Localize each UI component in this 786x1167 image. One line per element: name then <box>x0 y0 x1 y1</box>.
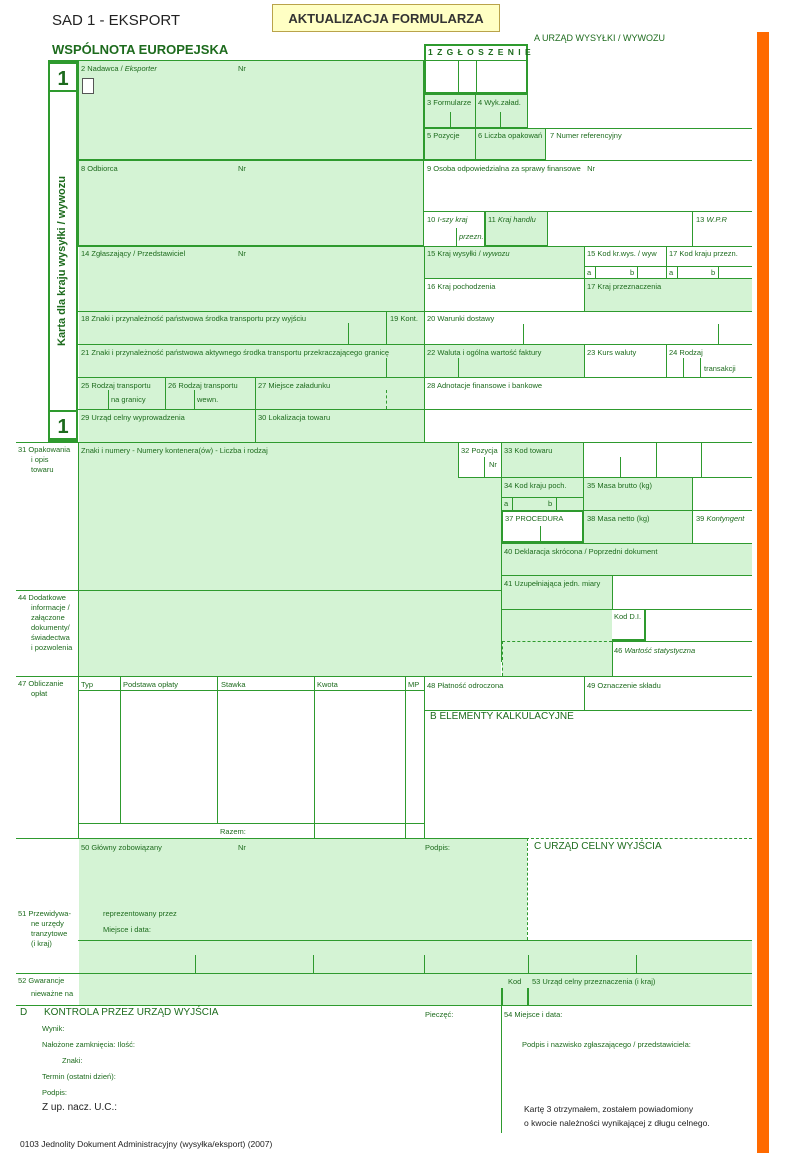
zup-label: Z up. nacz. U.C.: <box>42 1102 118 1113</box>
vertical-copy-label: Karta dla kraju wysyłki / wywozu <box>56 176 68 346</box>
field-34-b: b <box>548 499 553 508</box>
col-podstawa: Podstawa opłaty <box>123 680 179 689</box>
field-50-label: 50 Główny zobowiązany <box>81 843 162 852</box>
field-6-label: 6 Liczba opakowań <box>478 131 543 140</box>
section-c-title: C URZĄD CELNY WYJŚCIA <box>534 841 662 852</box>
field-50-repr: reprezentowany przez <box>103 909 177 918</box>
field-50-podpis: Podpis: <box>425 843 451 852</box>
field-52-label: 52 Gwarancje <box>18 976 65 985</box>
copy-number-box: 1 <box>48 62 78 92</box>
field-25-sub: na granicy <box>111 395 146 404</box>
col-kwota: Kwota <box>317 680 338 689</box>
field-18-label: 18 Znaki i przynależność państwowa środka transportu przy wyjściu <box>81 314 307 323</box>
kod-label: Kod <box>508 977 522 986</box>
field-24-sub: transakcji <box>704 364 736 373</box>
field-16-label: 16 Kraj pochodzenia <box>427 282 496 291</box>
copy-number-box-bottom: 1 <box>48 410 78 440</box>
field-20-label: 20 Warunki dostawy <box>427 314 495 323</box>
field-17a-label: 17 Kod kraju przezn. <box>669 249 738 258</box>
field-28-label: 28 Adnotacje finansowe i bankowe <box>427 381 543 390</box>
section-b-title: B ELEMENTY KALKULACYJNE <box>430 711 574 722</box>
field-19-label: 19 Kont. <box>390 314 418 323</box>
field-31-sub1: i opis <box>31 455 49 464</box>
field-38-label: 38 Masa netto (kg) <box>587 514 650 523</box>
field-44-sub3: dokumenty/ <box>31 623 70 632</box>
field-52-sub: nieważne na <box>31 989 74 998</box>
razem-label: Razem: <box>220 827 246 836</box>
field-50-nr: Nr <box>238 843 246 852</box>
field-2-nr: Nr <box>238 64 246 73</box>
section-d-letter: D <box>20 1007 28 1018</box>
field-9-label: 9 Osoba odpowiedzialna za sprawy finansowe Nr <box>427 164 596 173</box>
field-17a-b: b <box>711 268 716 277</box>
footer-text: 0103 Jednolity Dokument Administracyjny (wysyłka/eksport) (2007) <box>20 1139 273 1149</box>
field-15a-label: 15 Kod kr.wys. / wyw <box>587 249 657 258</box>
field-34-a: a <box>504 499 509 508</box>
wynik-label: Wynik: <box>42 1024 65 1033</box>
kod-box[interactable] <box>501 988 529 1006</box>
field-44-sub1: informacje / <box>31 603 70 612</box>
field-44-info-b[interactable] <box>502 609 612 676</box>
termin-label: Termin (ostatni dzień): <box>42 1072 116 1081</box>
field-51-sub2: tranzytowe <box>31 929 68 938</box>
field-8-consignee[interactable] <box>78 160 424 246</box>
field-5-label: 5 Pozycje <box>427 131 460 140</box>
field-2-sender[interactable] <box>78 60 424 160</box>
field-22-label: 22 Waluta i ogólna wartość faktury <box>427 348 542 357</box>
field-51-sub3: (i kraj) <box>31 939 52 948</box>
field-26-label: 26 Rodzaj transportu <box>168 381 238 390</box>
field-51-sub1: ne urzędy <box>31 919 64 928</box>
field-7-label: 7 Numer referencyjny <box>550 131 622 140</box>
field-17-label: 17 Kraj przeznaczenia <box>587 282 662 291</box>
kod-di-label: Kod D.I. <box>614 612 642 621</box>
field-14-nr: Nr <box>238 249 246 258</box>
field-10-label: 10 I-szy kraj <box>427 215 468 224</box>
field-1-label: 1 Z G Ł O S Z E N I E <box>428 47 532 57</box>
field-17a-a: a <box>669 268 674 277</box>
field-8-nr: Nr <box>238 164 246 173</box>
form-title: SAD 1 - EKSPORT <box>52 12 181 29</box>
field-44-label: 44 Dodatkowe <box>18 593 66 602</box>
field-39-label: 39 Kontyngent <box>696 514 745 523</box>
field-29-label: 29 Urząd celny wyprowadzenia <box>81 413 185 422</box>
field-50-miejsce: Miejsce i data: <box>103 925 151 934</box>
field-13-label: 13 W.P.R <box>696 215 727 224</box>
orange-side-bar <box>757 32 769 1153</box>
field-8-label: 8 Odbiorca <box>81 164 118 173</box>
field-54-label: 54 Miejsce i data: <box>504 1010 563 1019</box>
col-typ: Typ <box>81 680 94 689</box>
field-44-sub2: załączone <box>31 613 65 622</box>
field-14-label: 14 Zgłaszający / Przedstawiciel <box>81 249 186 258</box>
section-a-title: A URZĄD WYSYŁKI / WYWOZU <box>534 33 666 43</box>
podpis-label: Podpis: <box>42 1088 68 1097</box>
field-49-label: 49 Oznaczenie składu <box>587 681 661 690</box>
field-35-label: 35 Masa brutto (kg) <box>587 481 653 490</box>
field-4-label: 4 Wyk.załad. <box>478 98 521 107</box>
section-d-title: KONTROLA PRZEZ URZĄD WYJŚCIA <box>44 1007 219 1018</box>
field-10-sub: przezn. <box>459 232 484 241</box>
field-41-label: 41 Uzupełniająca jedn. miary <box>504 579 601 588</box>
field-53-label: 53 Urząd celny przeznaczenia (i kraj) <box>532 977 656 986</box>
update-form-button[interactable]: AKTUALIZACJA FORMULARZA <box>272 4 500 32</box>
field-31-sub2: towaru <box>31 465 54 474</box>
field-31-goods[interactable] <box>79 443 458 590</box>
field-44-sub4: świadectwa <box>31 633 70 642</box>
field-21-label: 21 Znaki i przynależność państwowa aktywnego środka transportu przekraczającego granicę <box>81 348 390 357</box>
field-44-info[interactable] <box>79 591 501 676</box>
field-15a-b: b <box>630 268 635 277</box>
pieczec-label: Pieczęć: <box>425 1010 454 1019</box>
field-30-label: 30 Lokalizacja towaru <box>258 413 331 422</box>
field-2-label: 2 Nadawca / Eksporter <box>81 64 157 73</box>
field-23-label: 23 Kurs waluty <box>587 348 637 357</box>
field-40-label: 40 Deklaracja skrócona / Poprzedni dokument <box>504 547 658 556</box>
karta3-line1: Kartę 3 otrzymałem, zostałem powiadomiony <box>524 1104 694 1114</box>
kod-di-box[interactable] <box>612 609 646 641</box>
field-33-label: 33 Kod towaru <box>504 446 553 455</box>
field-3-label: 3 Formularze <box>427 98 472 107</box>
zamkniecia-label: Nałożone zamknięcia: Ilość: <box>42 1040 135 1049</box>
field-44-sub5: i pozwolenia <box>31 643 73 652</box>
field-46-label: 46 Wartość statystyczna <box>614 646 696 655</box>
field-31-goods-b[interactable] <box>458 477 501 590</box>
field-34-label: 34 Kod kraju poch. <box>504 481 567 490</box>
karta3-line2: o kwocie należności wynikającej z długu celnego. <box>524 1118 710 1128</box>
field-37-label: 37 PROCEDURA <box>505 514 564 523</box>
field-31-marks-label: Znaki i numery - Numery kontenera(ów) - Liczba i rodzaj <box>81 446 268 455</box>
community-title: WSPÓLNOTA EUROPEJSKA <box>52 42 229 57</box>
field-11-label: 11 Kraj handlu <box>488 215 536 224</box>
field-47-sub: opłat <box>31 689 48 698</box>
field-51-label: 51 Przewidywa- <box>18 909 71 918</box>
field-48-label: 48 Płatność odroczona <box>427 681 504 690</box>
field-32-label: 32 Pozycja <box>461 446 498 455</box>
znaki-label: Znaki: <box>62 1056 83 1065</box>
field-51-transit[interactable] <box>79 941 752 973</box>
field-24-label: 24 Rodzaj <box>669 348 703 357</box>
field-26-sub: wewn. <box>197 395 219 404</box>
field-32-nr: Nr <box>489 460 497 469</box>
field-54-sub: Podpis i nazwisko zgłaszającego / przedstawiciela: <box>522 1040 691 1049</box>
col-stawka: Stawka <box>221 680 246 689</box>
col-mp: MP <box>408 680 420 689</box>
field-47-label: 47 Obliczanie <box>18 679 64 688</box>
field-15a-a: a <box>587 268 592 277</box>
field-31-label: 31 Opakowania <box>18 445 71 454</box>
sender-checkbox[interactable] <box>82 78 94 94</box>
field-25-label: 25 Rodzaj transportu <box>81 381 151 390</box>
field-15-label: 15 Kraj wysyłki / wywozu <box>427 249 510 258</box>
field-27-label: 27 Miejsce załadunku <box>258 381 331 390</box>
